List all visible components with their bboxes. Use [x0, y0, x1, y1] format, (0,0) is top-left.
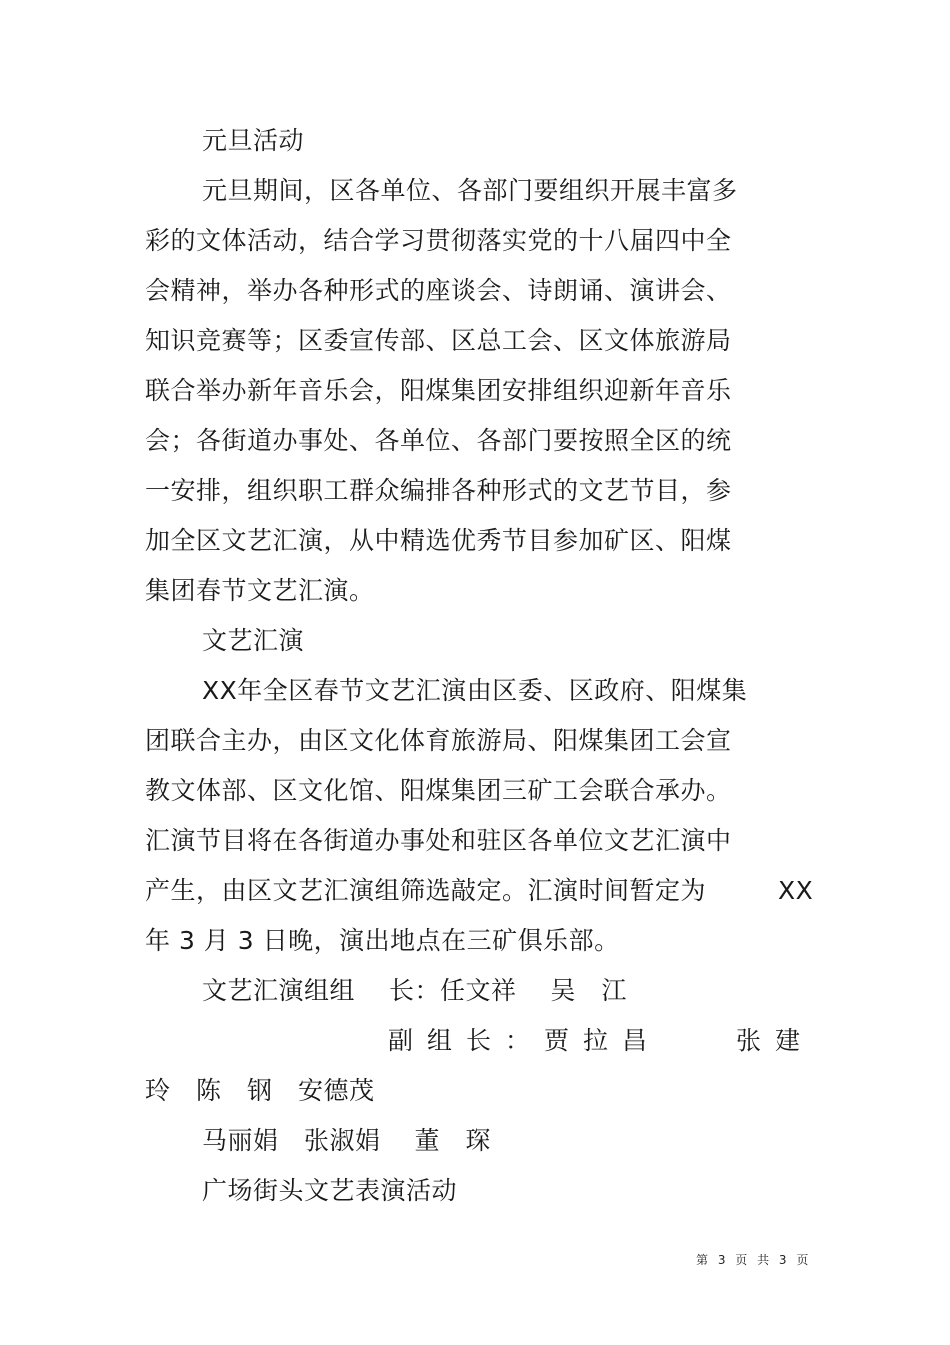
deputy-leader-line: 副组长：贾拉昌: [388, 1026, 662, 1055]
paragraph-line: 一安排，组织职工群众编排各种形式的文艺节目，参: [145, 476, 732, 505]
paragraph-line: 知识竞赛等；区委宣传部、区总工会、区文体旅游局: [145, 326, 732, 355]
paragraph-line: 彩的文体活动，结合学习贯彻落实党的十八届四中全: [145, 226, 732, 255]
member-names-line: 玲 陈 钢 安德茂: [145, 1076, 375, 1105]
paragraph-line: 团联合主办，由区文化体育旅游局、阳煤集团工会宣: [145, 726, 732, 755]
paragraph-line: 联合举办新年音乐会，阳煤集团安排组织迎新年音乐: [145, 376, 732, 405]
section-heading-new-year: 元旦活动: [202, 126, 305, 155]
section-heading-performance: 文艺汇演: [202, 626, 305, 655]
paragraph-line: 教文体部、区文化馆、阳煤集团三矿工会联合承办。: [145, 776, 732, 805]
deputy-leader-line-tail: 张建: [736, 1026, 815, 1055]
paragraph-line: 加全区文艺汇演，从中精选优秀节目参加矿区、阳煤: [145, 526, 732, 555]
paragraph-line: 产生，由区文艺汇演组筛选敲定。汇演时间暂定为: [145, 876, 707, 905]
paragraph-line: 集团春节文艺汇演。: [145, 576, 375, 605]
paragraph-line: XX年全区春节文艺汇演由区委、区政府、阳煤集: [202, 676, 748, 705]
section-heading-street-performance: 广场街头文艺表演活动: [202, 1176, 458, 1205]
member-names-line: 马丽娟 张淑娟 董 琛: [202, 1126, 491, 1155]
group-leader-line: 文艺汇演组组 长：任文祥 吴 江: [202, 976, 627, 1005]
page-number-footer: 第 3 页 共 3 页: [696, 1253, 812, 1267]
paragraph-line: 会；各街道办事处、各单位、各部门要按照全区的统: [145, 426, 732, 455]
paragraph-line: 汇演节目将在各街道办事处和驻区各单位文艺汇演中: [145, 826, 732, 855]
paragraph-line: 会精神，举办各种形式的座谈会、诗朗诵、演讲会、: [145, 276, 732, 305]
paragraph-line: 年 3 月 3 日晚，演出地点在三矿俱乐部。: [145, 926, 620, 955]
paragraph-line: 元旦期间，区各单位、各部门要组织开展丰富多: [202, 176, 738, 205]
paragraph-line-tail: XX: [778, 876, 814, 905]
